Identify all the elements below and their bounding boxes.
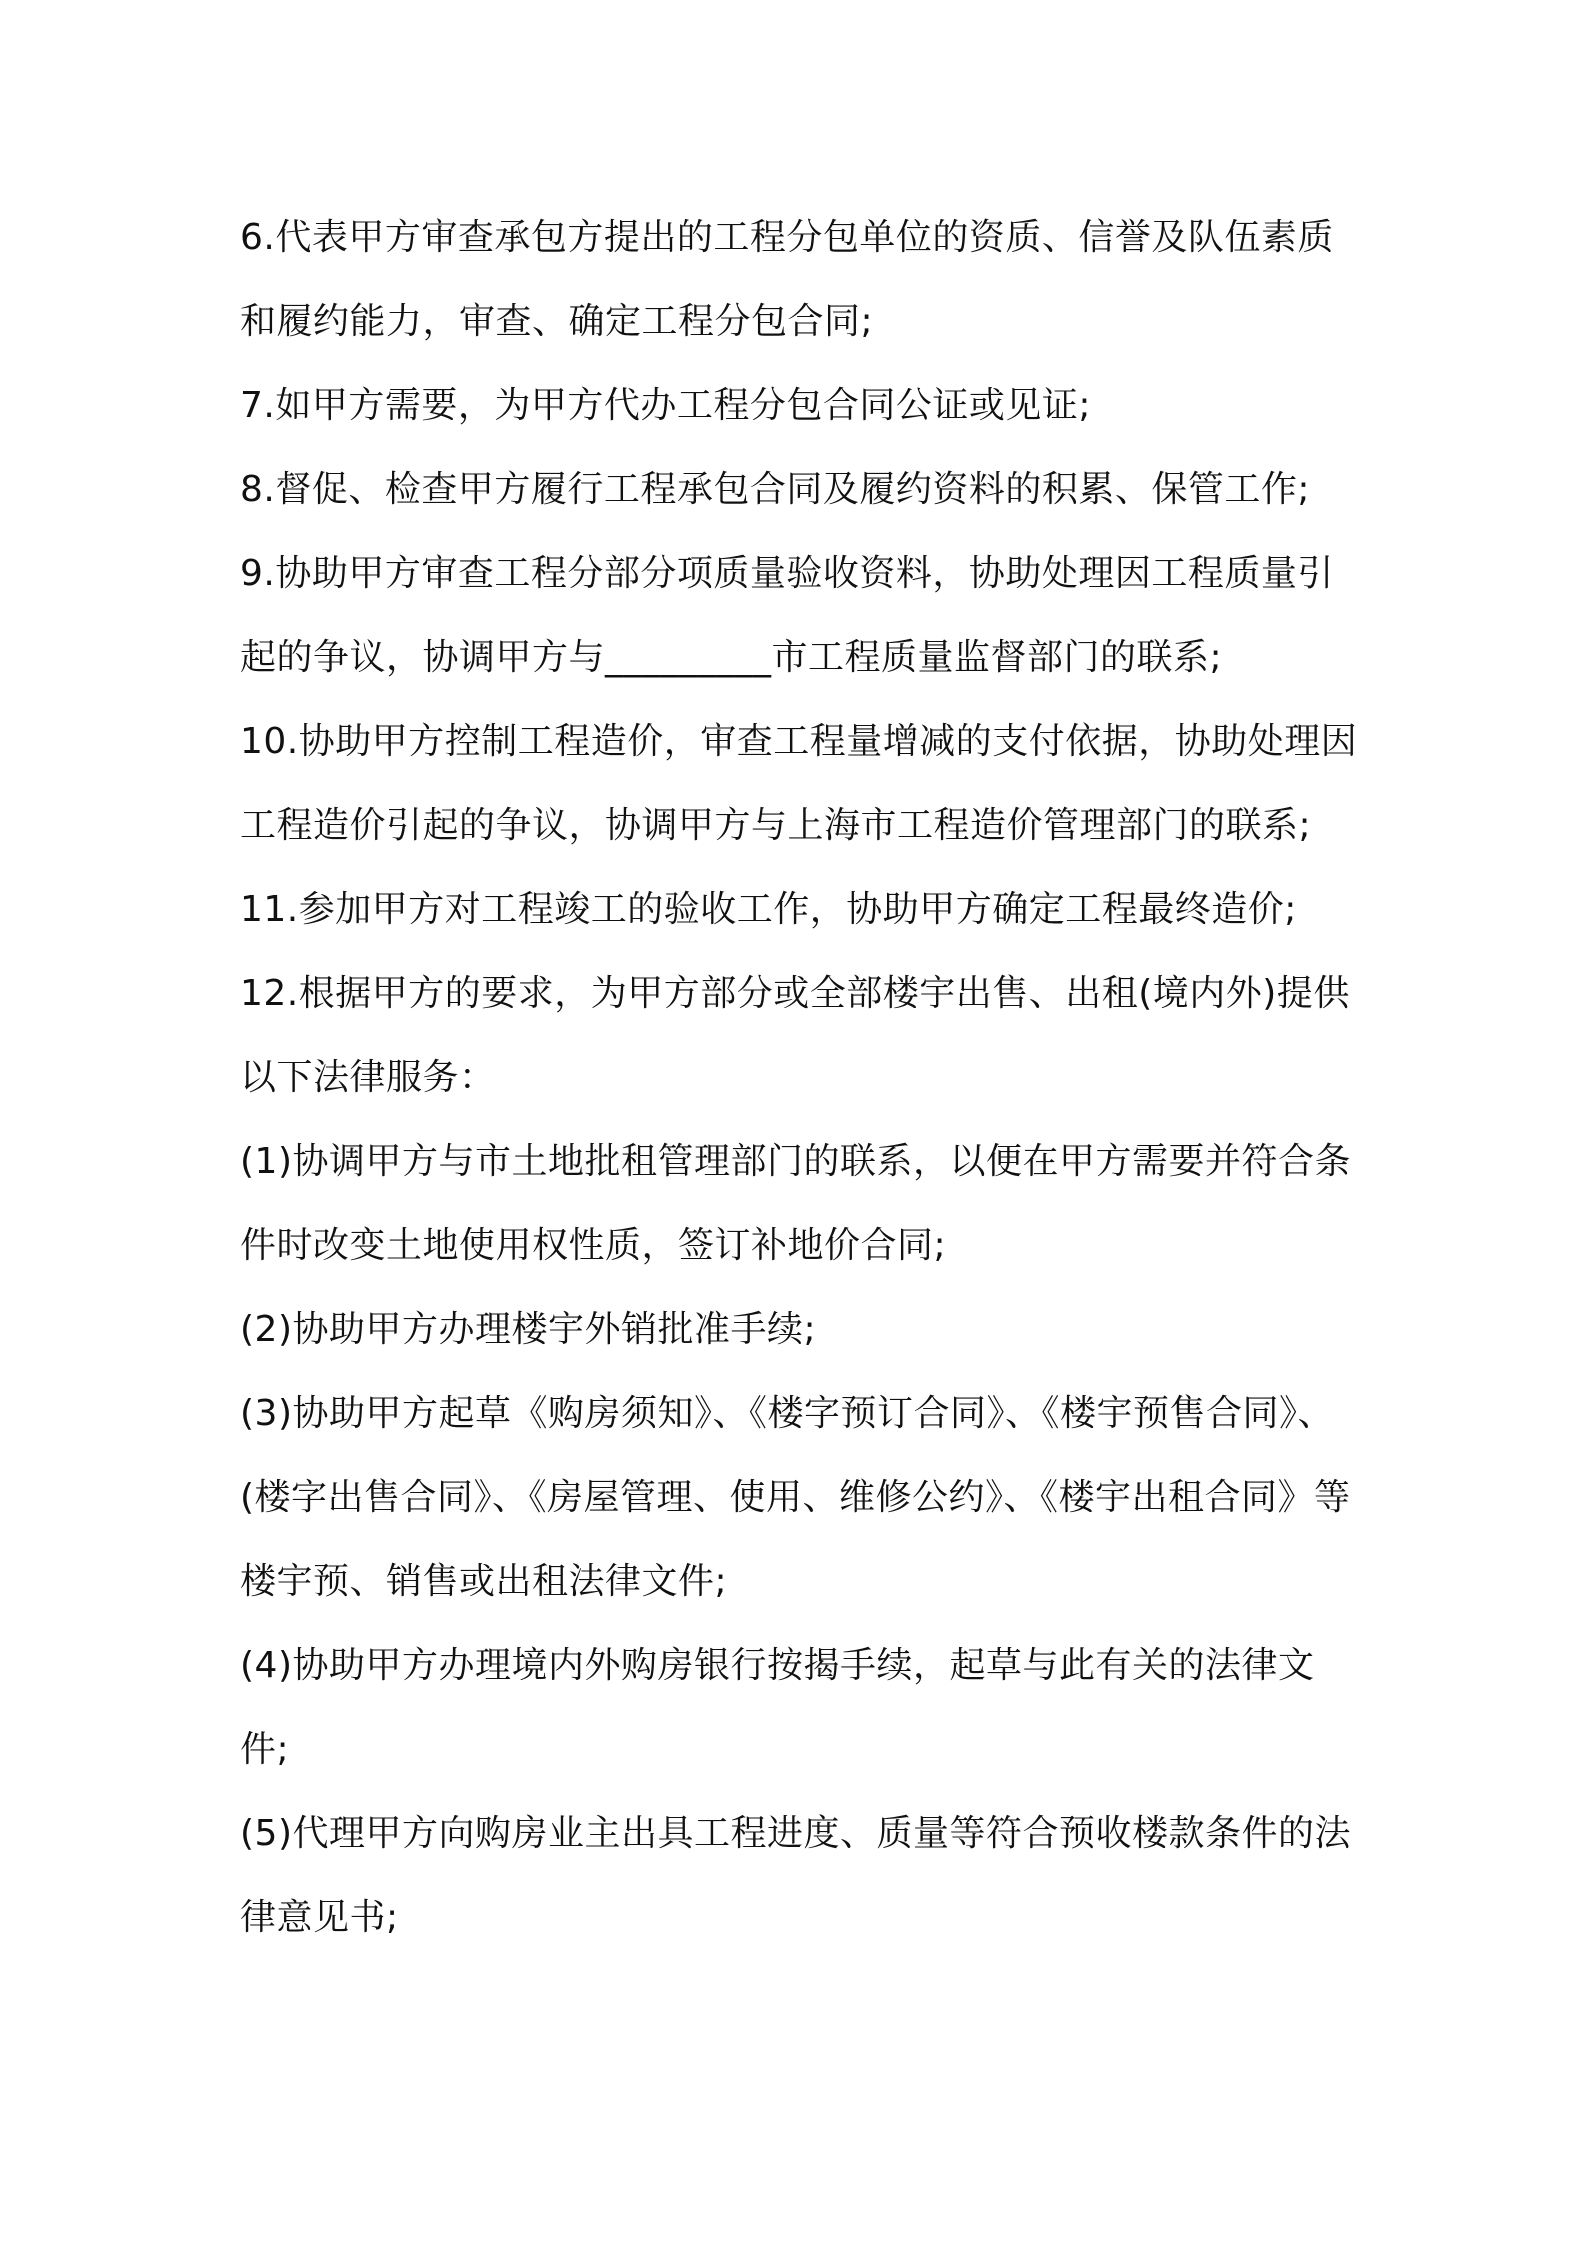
document-body [240, 196, 1360, 1960]
sub-clause-2: (2)协助甲方办理楼宇外销批准手续; [240, 1309, 817, 1350]
clause-11: 11.参加甲方对工程竣工的验收工作，协助甲方确定工程最终造价; [240, 889, 1297, 930]
clause-7: 7.如甲方需要，为甲方代办工程分包合同公证或见证; [240, 385, 1091, 426]
sub-clause-5: (5)代理甲方向购房业主出具工程进度、质量等符合预收楼款条件的法律意见书; [240, 1813, 1351, 1938]
sub-clause-4: (4)协助甲方办理境内外购房银行按揭手续，起草与此有关的法律文件; [240, 1645, 1315, 1770]
sub-clause-3: (3)协助甲方起草《购房须知》、《楼字预订合同》、《楼宇预售合同》、(楼字出售合同》、《房屋管理、使用、维修公约》、《楼宇出租合同》等楼宇预、销售或出租法律文件; [240, 1393, 1351, 1602]
clause-8: 8.督促、检查甲方履行工程承包合同及履约资料的积累、保管工作; [240, 469, 1310, 510]
clause-6: 6.代表甲方审查承包方提出的工程分包单位的资质、信誉及队伍素质和履约能力，审查、确定工程分包合同; [240, 217, 1334, 342]
clause-9: 9.协助甲方审查工程分部分项质量验收资料，协助处理因工程质量引起的争议，协调甲方与_________市工程质量监督部门的联系; [240, 553, 1334, 678]
clause-10: 10.协助甲方控制工程造价，审查工程量增减的支付依据，协助处理因工程造价引起的争议，协调甲方与上海市工程造价管理部门的联系; [240, 721, 1358, 846]
sub-clause-1: (1)协调甲方与市土地批租管理部门的联系，以便在甲方需要并符合条件时改变土地使用权性质，签订补地价合同; [240, 1141, 1351, 1266]
clause-12: 12.根据甲方的要求，为甲方部分或全部楼宇出售、出租(境内外)提供以下法律服务： [240, 973, 1350, 1098]
